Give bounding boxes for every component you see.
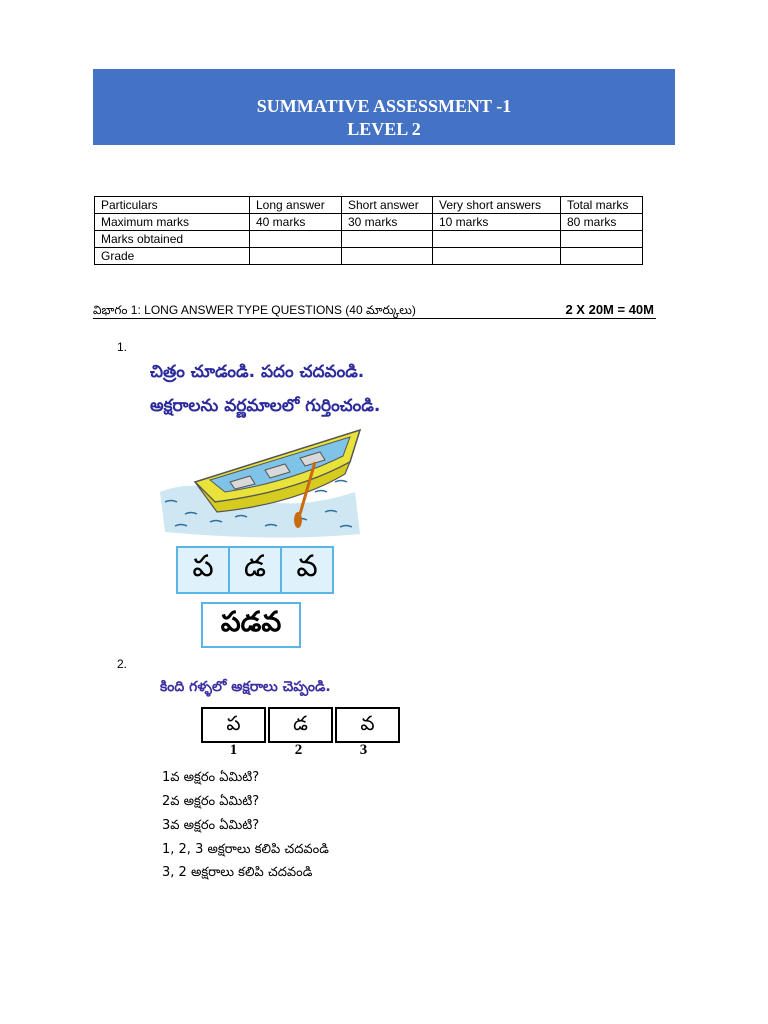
table-header-cell: Total marks	[561, 197, 643, 214]
table-row	[95, 214, 643, 231]
table-cell: 30 marks	[342, 214, 433, 231]
q2-question: 1వ అక్షరం ఏమిటి?	[162, 770, 260, 785]
question-number-2: 2.	[117, 657, 128, 671]
table-cell	[342, 231, 433, 248]
letter-box: ప	[201, 707, 266, 743]
q1-word-box: పడవ	[201, 602, 301, 648]
q2-question: 1, 2, 3 అక్షరాలు కలిపి చదవండి	[162, 842, 329, 857]
q2-question: 2వ అక్షరం ఏమిటి?	[162, 794, 260, 809]
letter-box: ప	[178, 548, 230, 592]
q1-letter-boxes	[176, 546, 334, 594]
table-cell: 40 marks	[250, 214, 342, 231]
section-marks: 2 X 20M = 40M	[565, 302, 654, 317]
letter-index: 3	[359, 742, 368, 758]
boat-icon	[155, 422, 370, 542]
table-cell: Marks obtained	[95, 231, 250, 248]
table-cell: Maximum marks	[95, 214, 250, 231]
table-cell: Grade	[95, 248, 250, 265]
q2-question: 3, 2 అక్షరాలు కలిపి చదవండి	[162, 865, 313, 880]
table-header-cell: Long answer	[250, 197, 342, 214]
letter-index: 2	[294, 742, 303, 758]
q1-instruction-line-1: చిత్రం చూడండి. పదం చదవండి.	[150, 362, 365, 382]
table-header-row	[95, 197, 643, 214]
q2-question: 3వ అక్షరం ఏమిటి?	[162, 818, 260, 833]
table-row	[95, 248, 643, 265]
q1-instruction-line-2: అక్షరాలను వర్ణమాలలో గుర్తించండి.	[150, 396, 381, 416]
table-cell: 10 marks	[433, 214, 561, 231]
table-header-cell: Short answer	[342, 197, 433, 214]
table-header-cell: Very short answers	[433, 197, 561, 214]
table-cell	[342, 248, 433, 265]
table-cell	[433, 248, 561, 265]
letter-index: 1	[229, 742, 238, 758]
q2-letter-grid	[201, 707, 402, 743]
q2-instruction: కింది గళ్ళలో అక్షరాలు చెప్పండి.	[160, 679, 331, 695]
title-banner	[93, 69, 675, 145]
table-cell	[561, 231, 643, 248]
title-line-2: LEVEL 2	[347, 119, 421, 139]
table-cell	[250, 248, 342, 265]
table-row	[95, 231, 643, 248]
table-cell	[433, 231, 561, 248]
q2-letter-indices	[201, 742, 396, 759]
table-header-cell: Particulars	[95, 197, 250, 214]
table-cell	[561, 248, 643, 265]
title-line-1: SUMMATIVE ASSESSMENT -1	[256, 96, 512, 116]
letter-box: వ	[282, 548, 332, 592]
letter-box: డ	[230, 548, 282, 592]
section-title: విభాగం 1: LONG ANSWER TYPE QUESTIONS (40 మార్కులు)	[93, 303, 416, 317]
section-heading	[93, 302, 656, 319]
letter-box: డ	[268, 707, 333, 743]
question-number-1: 1.	[117, 340, 128, 354]
marks-table	[94, 196, 643, 265]
letter-box: వ	[335, 707, 400, 743]
table-cell: 80 marks	[561, 214, 643, 231]
table-cell	[250, 231, 342, 248]
